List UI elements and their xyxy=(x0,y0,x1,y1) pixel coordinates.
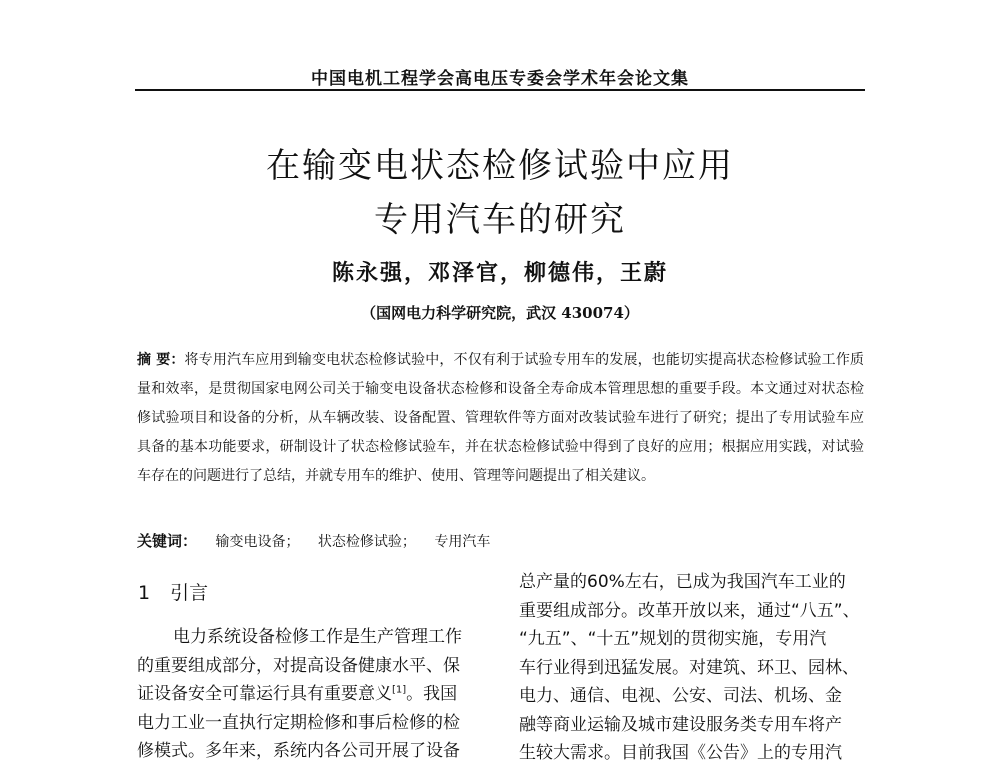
body-line: 车行业得到迅猛发展。对建筑、环卫、园林、 xyxy=(519,657,859,678)
keywords xyxy=(137,530,864,551)
body-line: 融等商业运输及城市建设服务类专用车将产 xyxy=(519,714,842,735)
citation-ref[interactable]: [1] xyxy=(392,684,407,696)
keywords-label: 关键词： xyxy=(137,532,198,550)
body-line: 电力工业一直执行定期检修和事后检修的检 xyxy=(137,712,460,733)
keyword: 专用汽车 xyxy=(434,534,491,550)
abstract-text: 将专用汽车应用到输变电状态检修试验中，不仅有利于试验专用车的发展，也能切实提高状态检修试验工作质量和效率，是贯彻国家电网公司关于输变电设备状态检修和设备全寿命成本管理思想的重要手段。本文通过对状态检修试验项目和设备的分析，从车辆改装、设备配置、管理软件等方面对改装试验车进行了研究；提出了专用试验车应具备的基本功能要求，研制设计了状态检修试验车，并在状态检修试验中得到了良好的应用；根据应用实践，对试验车存在的问题进行了总结，并就专用车的维护、使用、管理等问题提出了相关建议。 xyxy=(137,352,865,484)
right-column xyxy=(519,568,864,768)
keyword: 状态检修试验； xyxy=(317,534,416,550)
header-rule xyxy=(135,89,865,91)
body-line: 重要组成部分。改革开放以来，通过“八五”、 xyxy=(519,600,860,621)
body-line: 电力系统设备检修工作是生产管理工作 xyxy=(173,627,462,647)
body-line: 总产量的60%左右，已成为我国汽车工业的 xyxy=(519,572,846,592)
left-column xyxy=(137,623,482,766)
abstract xyxy=(137,346,864,491)
body-line: 电力、通信、电视、公安、司法、机场、金 xyxy=(519,686,842,706)
body-line: 修模式。多年来，系统内各公司开展了设备 xyxy=(137,741,460,761)
body-text: 。我国 xyxy=(406,684,458,704)
section-heading xyxy=(138,578,208,605)
body-line xyxy=(137,680,482,709)
body-line: “九五”、“十五”规划的贯彻实施，专用汽 xyxy=(519,629,827,649)
keyword: 输变电设备； xyxy=(215,534,300,550)
abstract-label: 摘 要： xyxy=(137,352,185,368)
paper-title-line-2: 专用汽车的研究 xyxy=(374,200,626,240)
affiliation: （国网电力科学研究院，武汉 430074） xyxy=(361,304,639,322)
body-text: 证设备安全可靠运行具有重要意义 xyxy=(137,684,392,704)
body-line: 生较大需求。目前我国《公告》上的专用汽 xyxy=(519,743,842,763)
section-number: 1 xyxy=(138,582,151,604)
section-title: 引言 xyxy=(170,582,209,604)
paper-title-line-1: 在输变电状态检修试验中应用 xyxy=(266,146,734,186)
running-header: 中国电机工程学会高电压专委会学术年会论文集 xyxy=(311,69,689,89)
body-line: 的重要组成部分，对提高设备健康水平、保 xyxy=(137,655,460,676)
authors: 陈永强，邓泽官，柳德伟，王蔚 xyxy=(331,260,668,286)
